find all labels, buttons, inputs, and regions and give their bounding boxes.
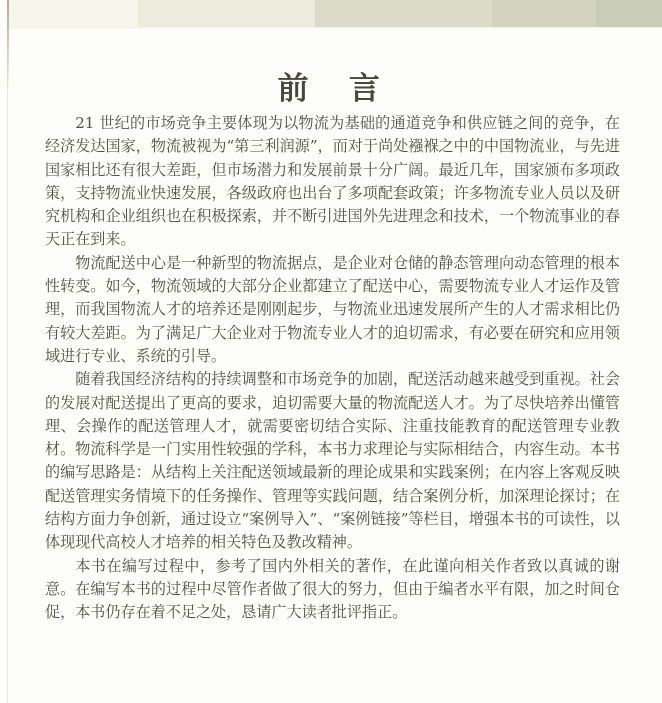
paragraph: 21 世纪的市场竞争主要体现为以物流为基础的通道竞争和供应链之间的竞争，在经济发达国家，物流被视为“第三利润源”，而对于尚处襁褓之中的中国物流业，与先进国家相比还有很大差距，但市场潜力和发展前景十分广阔。最近几年，国家颁布多项政策，支持物流业快速发展，各级政府也出台了多项配套政策；许多物流专业人员以及研究机构和企业组织也在积极探索，并不断引进国外先进理念和技术，一个物流事业的春天正在到来。 [45, 114, 620, 249]
paragraph: 物流配送中心是一种新型的物流据点，是企业对仓储的静态管理向动态管理的根本性转变。如今，物流领域的大部分企业都建立了配送中心，需要物流专业人才运作及管理，而我国物流人才的培养还是刚刚起步，与物流业迅速发展所产生的人才需求相比仍有较大差距。为了满足广大企业对于物流专业人才的迫切需求，有必要在研究和应用领域进行专业、系统的引导。 [45, 253, 620, 365]
scan-strip-segment [492, 0, 597, 27]
scan-strip-segment [596, 0, 662, 27]
scan-strip-segment [138, 0, 315, 27]
preface-body [45, 112, 620, 625]
paragraph: 随着我国经济结构的持续调整和市场竞争的加剧，配送活动越来越受到重视。社会的发展对配送提出了更高的要求，迫切需要大量的物流配送人才。为了尽快培养出懂管理、会操作的配送管理人才，就需要密切结合实际、注重技能教育的配送管理专业教材。物流科学是一门实用性较强的学科，本书力求理论与实际相结合，内容生动。本书的编写思路是：从结构上关注配送领域最新的理论成果和实践案例；在内容上客观反映配送管理实务情境下的任务操作、管理等实践问题，结合案例分析，加深理论探讨；在结构方面力争创新，通过设立“案例导入”、“案例链接”等栏目，增强本书的可读性，以体现现代高校人才培养的相关特色及教改精神。 [45, 370, 620, 552]
scan-artifact-strip [7, 0, 662, 27]
scan-strip-segment [7, 0, 138, 27]
paragraph: 本书在编写过程中，参考了国内外相关的著作，在此谨向相关作者致以真诚的谢意。在编写本书的过程中尽管作者做了很大的努力，但由于编者水平有限，加之时间仓促，本书仍存在着不足之处，恳请广大读者批评指正。 [45, 556, 620, 622]
page-title: 前 言 [277, 70, 385, 107]
scan-strip-segment [315, 0, 492, 27]
